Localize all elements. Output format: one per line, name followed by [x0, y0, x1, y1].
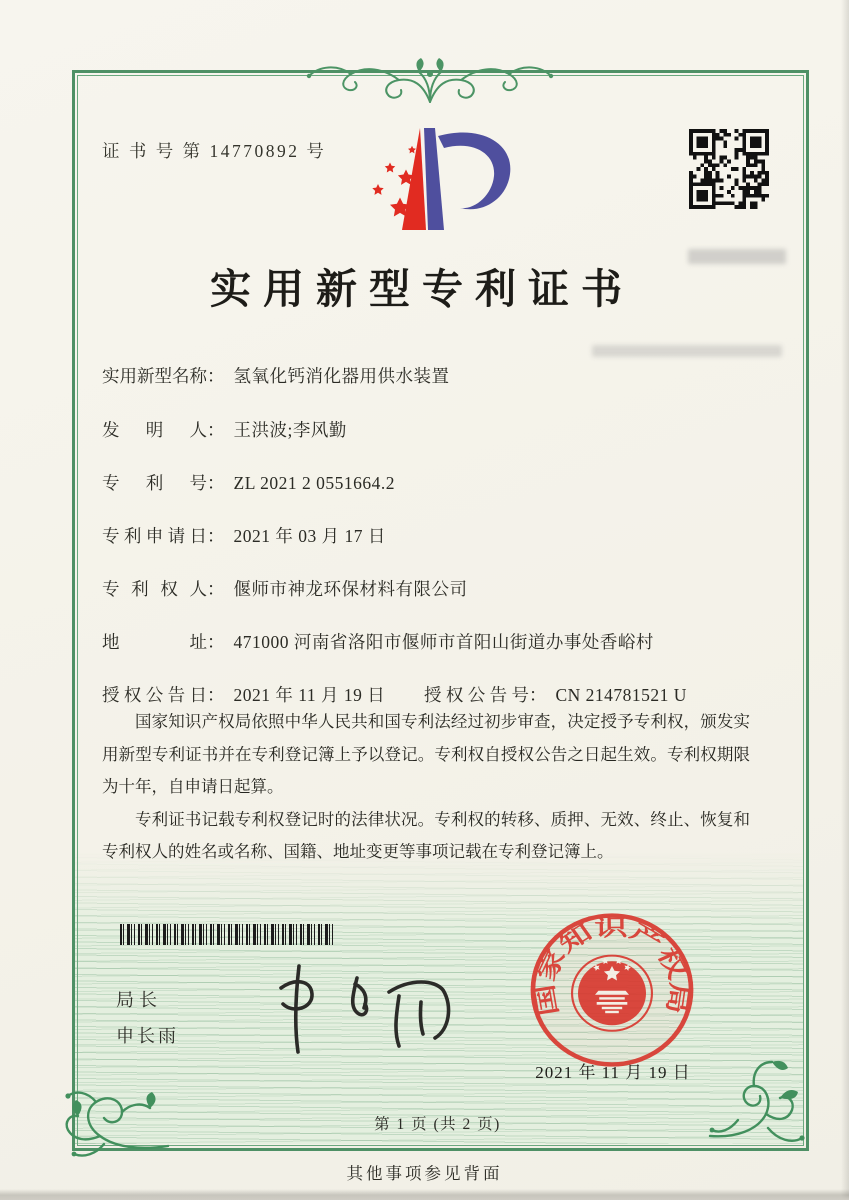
- field-inventors: 发明人： 王洪波;李风勤: [102, 417, 762, 443]
- scan-edge-right: [841, 0, 849, 1200]
- barcode: [120, 924, 336, 945]
- field-application-date: 专利申请日： 2021 年 03 月 17 日: [102, 523, 762, 549]
- director-signature: [265, 952, 465, 1060]
- scan-edge-bottom: [0, 1189, 849, 1200]
- field-value: 偃师市神龙环保材料有限公司: [233, 579, 468, 599]
- field-value: ZL 2021 2 0551664.2: [233, 473, 395, 493]
- legal-paragraph-2: 专利证书记载专利权登记时的法律状况。专利权的转移、质押、无效、终止、恢复和专利权人的姓名或名称、国籍、地址变更等事项记载在专利登记簿上。: [102, 809, 750, 861]
- field-value: 471000 河南省洛阳市偃师市首阳山街道办事处香峪村: [233, 632, 654, 652]
- certificate-number: 证 书 号 第 14770892 号: [102, 141, 327, 161]
- field-label: 地址: [102, 632, 207, 652]
- field-label: 专利申请日: [102, 526, 207, 546]
- field-value: 2021 年 11 月 19 日: [233, 685, 386, 705]
- bottom-right-flourish-ornament: [708, 1058, 808, 1154]
- official-seal: [527, 910, 697, 1070]
- grant-date-pair: 授权公告日： 2021 年 11 月 19 日: [102, 685, 385, 705]
- field-utility-model-name: 实用新型名称： 氢氧化钙消化器用供水装置: [102, 363, 762, 389]
- seal-text: 国家知识产权局: [533, 916, 692, 1018]
- field-label: 授权公告日: [102, 685, 207, 705]
- field-label: 专利权人: [102, 579, 207, 599]
- field-value: 2021 年 03 月 17 日: [233, 526, 386, 546]
- field-address: 地址： 471000 河南省洛阳市偃师市首阳山街道办事处香峪村: [102, 629, 762, 655]
- field-value: CN 214781521 U: [555, 685, 687, 705]
- director-title: 局长: [116, 990, 162, 1010]
- certificate-title: 实用新型专利证书: [210, 266, 634, 312]
- field-label: 专利号: [102, 473, 207, 493]
- bleed-through-artifact: [592, 345, 782, 357]
- field-grant-announcement: [102, 682, 762, 708]
- legal-paragraph-1: 国家知识产权局依照中华人民共和国专利法经过初步审查，决定授予专利权，颁发实用新型专利证书并在专利登记簿上予以登记。专利权自授权公告之日起生效。专利权期限为十年，自申请日起算。: [102, 712, 750, 796]
- top-flourish-ornament: [295, 44, 565, 108]
- director-name: 申长雨: [116, 1026, 179, 1046]
- seal-date: 2021 年 11 月 19 日: [535, 1063, 691, 1082]
- field-patent-number: 专利号： ZL 2021 2 0551664.2: [102, 470, 762, 496]
- page-number: 第 1 页 (共 2 页): [374, 1116, 501, 1133]
- field-value: 氢氧化钙消化器用供水装置: [233, 366, 450, 386]
- back-note: 其他事项参见背面: [346, 1164, 503, 1183]
- field-patentee: 专利权人： 偃师市神龙环保材料有限公司: [102, 576, 762, 602]
- field-label: 实用新型名称: [102, 366, 207, 386]
- field-label: 授权公告号: [424, 685, 529, 705]
- cnipa-logo: [332, 122, 537, 236]
- qr-code: [689, 129, 769, 209]
- legal-text: [102, 706, 750, 869]
- field-value: 王洪波;李风勤: [233, 420, 347, 440]
- grant-number-pair: 授权公告号： CN 214781521 U: [424, 682, 687, 707]
- field-label: 发明人: [102, 420, 207, 440]
